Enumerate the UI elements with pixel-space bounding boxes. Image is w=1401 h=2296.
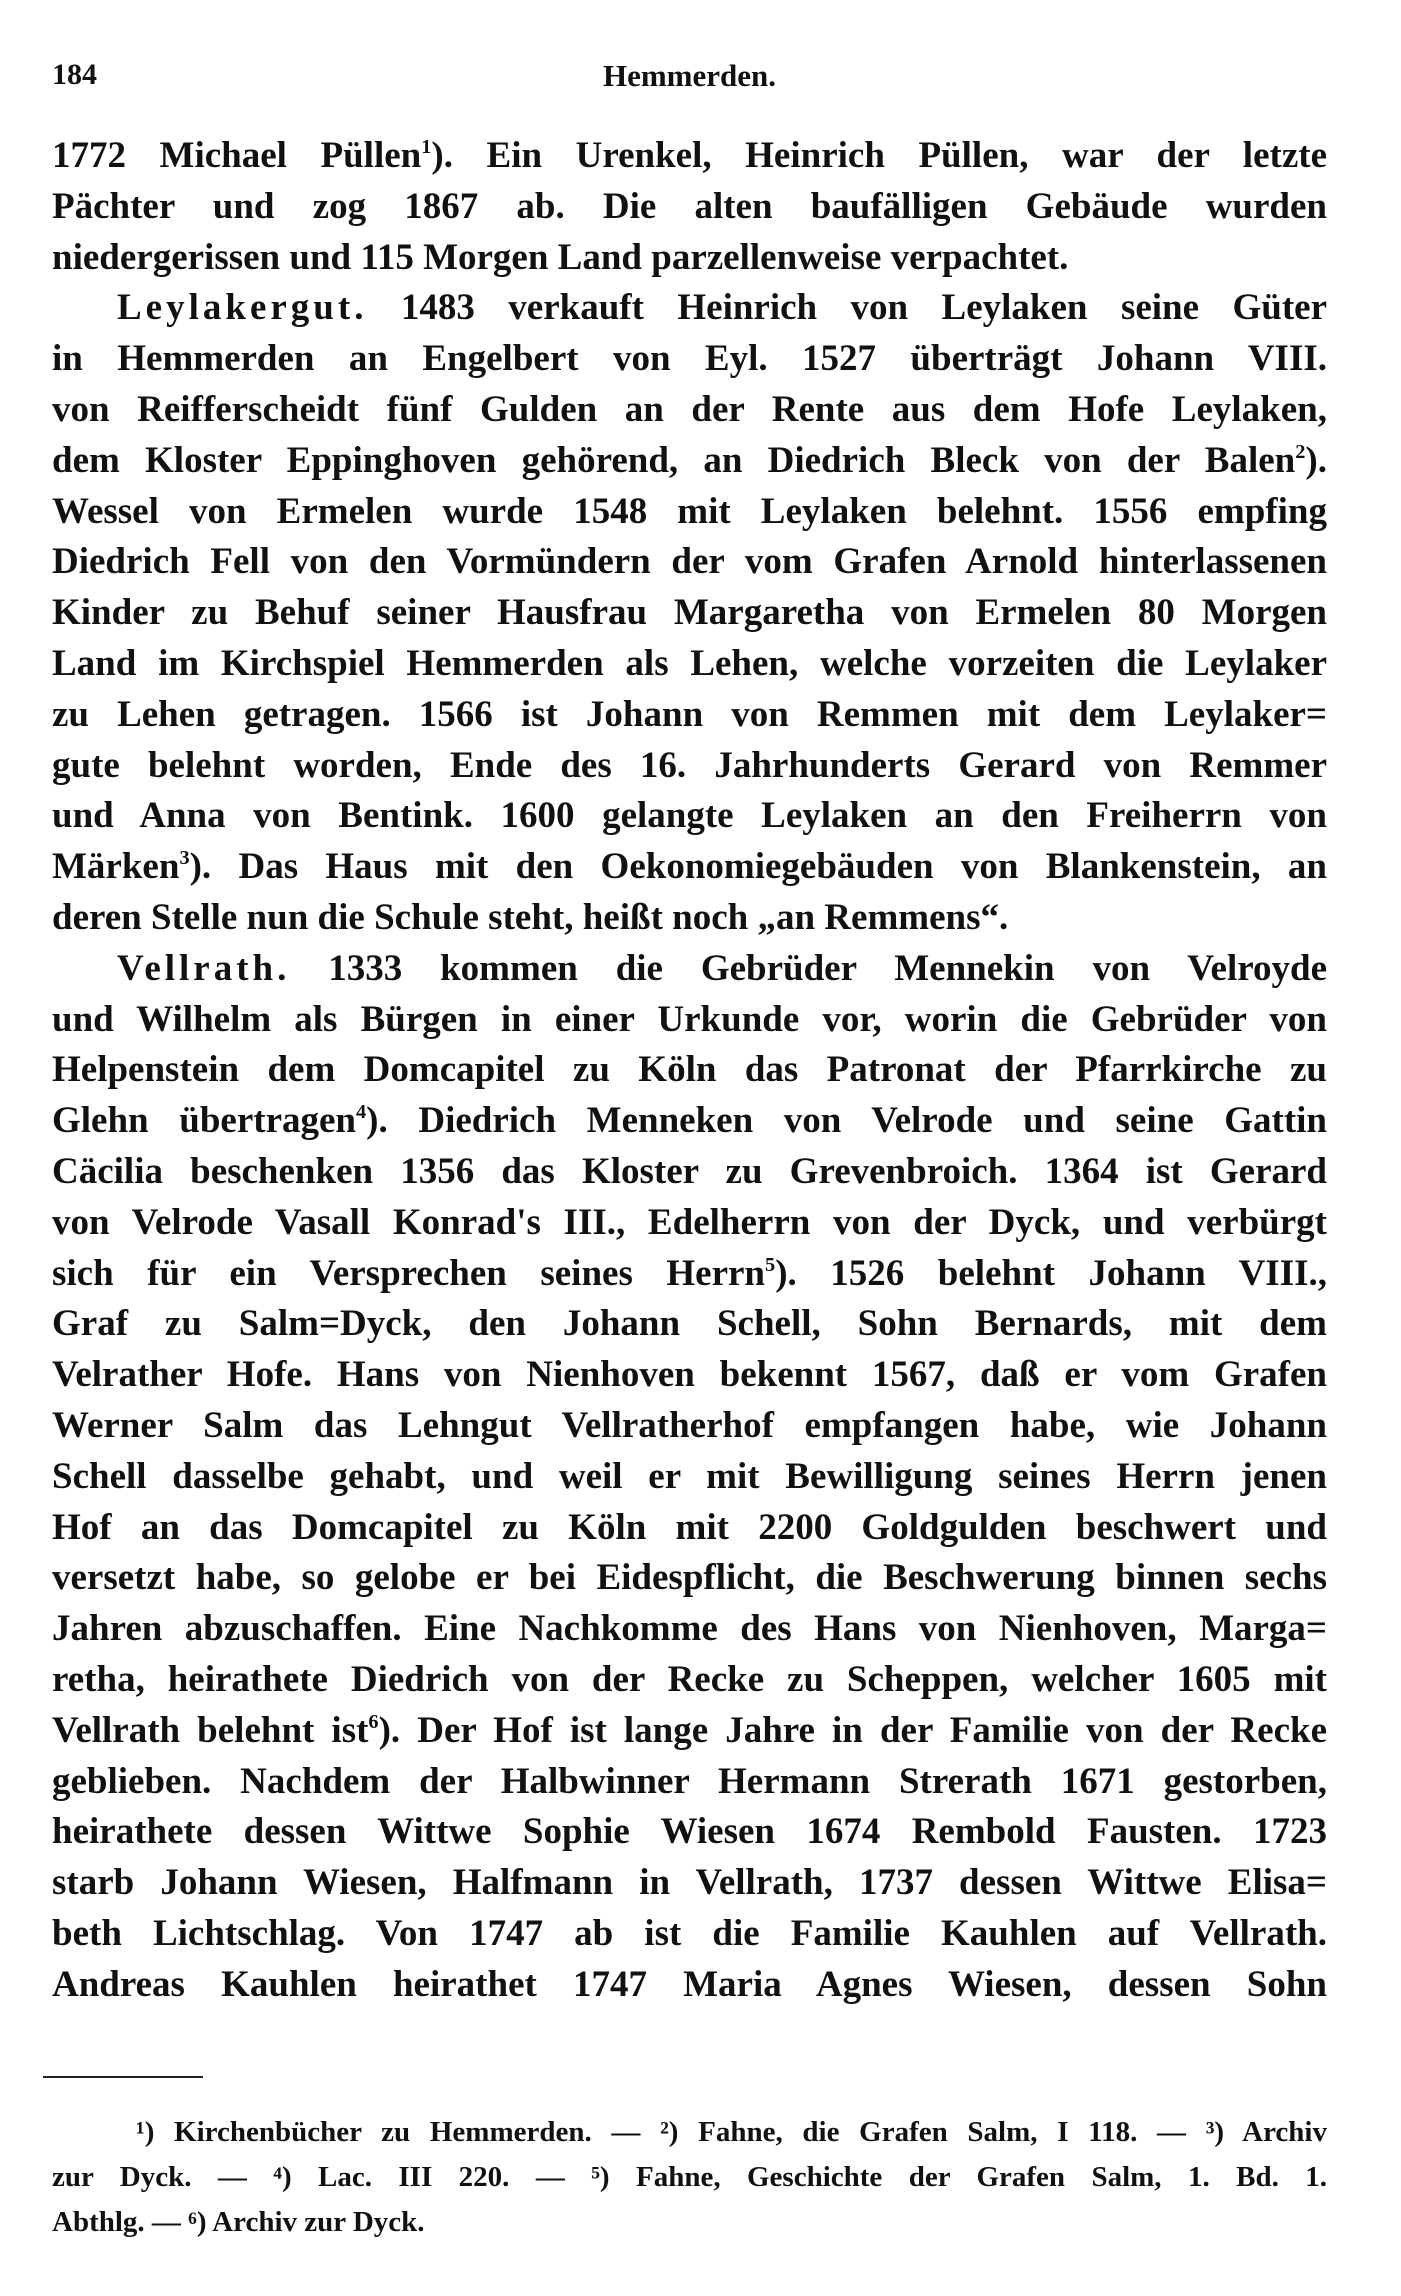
text-line: Schell dasselbe gehabt, und weil er mit Bewilligung seines Herrn jenen: [52, 1455, 1327, 1497]
text-line: niedergerissen und 115 Morgen Land parzellenweise verpachtet.: [52, 236, 1069, 278]
text-line: Wessel von Ermelen wurde 1548 mit Leylaken belehnt. 1556 empfing: [52, 490, 1327, 532]
footnote-ref[interactable]: 5: [765, 1253, 776, 1276]
text-line: und Wilhelm als Bürgen in einer Urkunde vor, worin die Gebrüder von: [52, 998, 1327, 1040]
text-line: Werner Salm das Lehngut Vellratherhof empfangen habe, wie Johann: [52, 1404, 1327, 1446]
text-line: heirathete dessen Wittwe Sophie Wiesen 1674 Rembold Fausten. 1723: [52, 1811, 1327, 1853]
text-line: von Reifferscheidt fünf Gulden an der Rente aus dem Hofe Leylaken,: [52, 388, 1327, 430]
text-line: zu Lehen getragen. 1566 ist Johann von Remmen mit dem Leylaker=: [52, 693, 1327, 735]
text-line: Velrather Hofe. Hans von Nienhoven bekennt 1567, daß er vom Grafen: [52, 1354, 1327, 1396]
footnote-ref[interactable]: 6: [368, 1710, 379, 1733]
text-line: Diedrich Fell von den Vormündern der vom Grafen Arnold hinterlassenen: [52, 541, 1327, 583]
text-line: Märken$^3$). Das Haus mit den Oekonomiegebäuden von Blankenstein, an: [52, 846, 1327, 888]
text-line: Helpenstein dem Domcapitel zu Köln das Patronat der Pfarrkirche zu: [52, 1049, 1327, 1091]
text-line: Vellrath belehnt ist$^6$). Der Hof ist lange Jahre in der Familie von der Recke: [52, 1709, 1327, 1751]
footnote-ref[interactable]: 4: [356, 1100, 367, 1123]
footnote-line: ¹) Kirchenbücher zu Hemmerden. — ²) Fahne, die Grafen Salm, I 118. — ³) Archiv: [136, 2116, 1327, 2148]
section-heading-leylakergut: Leylakergut.: [117, 287, 368, 329]
text-line: Jahren abzuschaffen. Eine Nachkomme des Hans von Nienhoven, Marga=: [52, 1608, 1327, 1650]
text-line: retha, heirathete Diedrich von der Recke zu Scheppen, welcher 1605 mit: [52, 1658, 1327, 1700]
text-line: und Anna von Bentink. 1600 gelangte Leylaken an den Freiherrn von: [52, 795, 1327, 837]
running-head: [52, 58, 1327, 102]
text-line: Land im Kirchspiel Hemmerden als Lehen, welche vorzeiten die Leylaker: [52, 642, 1327, 684]
footnote-ref[interactable]: 3: [179, 846, 190, 869]
text-line: Pächter und zog 1867 ab. Die alten baufälligen Gebäude wurden: [52, 185, 1327, 227]
text-line: in Hemmerden an Engelbert von Eyl. 1527 überträgt Johann VIII.: [52, 338, 1327, 380]
text-line: 1772 Michael Püllen$^1$). Ein Urenkel, Heinrich Püllen, war der letzte: [52, 135, 1327, 176]
footnote-line: Abthlg. — ⁶) Archiv zur Dyck.: [52, 2206, 425, 2238]
section-heading-vellrath: Vellrath.: [117, 947, 291, 989]
text-line: geblieben. Nachdem der Halbwinner Hermann Strerath 1671 gestorben,: [52, 1760, 1327, 1802]
footnote-ref[interactable]: 2: [1295, 440, 1306, 463]
text-line: Graf zu Salm=Dyck, den Johann Schell, Sohn Bernards, mit dem: [52, 1303, 1327, 1345]
body-text: [52, 131, 1327, 2010]
text-line: von Velrode Vasall Konrad's III., Edelherrn von der Dyck, und verbürgt: [52, 1201, 1327, 1243]
paragraph-start-leylakergut: Leylakergut. 1483 verkauft Heinrich von Leylaken seine Güter: [117, 287, 1327, 329]
text-line: Cäcilia beschenken 1356 das Kloster zu Grevenbroich. 1364 ist Gerard: [52, 1150, 1327, 1192]
footnote-separator: [43, 2076, 203, 2078]
text-line: Glehn übertragen$^4$). Diedrich Menneken von Velrode und seine Gattin: [52, 1100, 1327, 1142]
text-line: Kinder zu Behuf seiner Hausfrau Margaretha von Ermelen 80 Morgen: [52, 592, 1327, 634]
page-number: 184: [52, 58, 97, 91]
text-line: deren Stelle nun die Schule steht, heißt noch „an Remmens“.: [52, 896, 1009, 938]
text-line: versetzt habe, so gelobe er bei Eidespflicht, die Beschwerung binnen sechs: [52, 1557, 1327, 1599]
text-line: starb Johann Wiesen, Halfmann in Vellrath, 1737 dessen Wittwe Elisa=: [52, 1862, 1327, 1904]
footnote-ref[interactable]: 1: [421, 135, 432, 158]
text-line: gute belehnt worden, Ende des 16. Jahrhunderts Gerard von Remmer: [52, 744, 1327, 786]
text-line: Hof an das Domcapitel zu Köln mit 2200 Goldgulden beschwert und: [52, 1506, 1327, 1548]
running-title: Hemmerden.: [602, 58, 777, 93]
text-line: sich für ein Versprechen seines Herrn$^5$). 1526 belehnt Johann VIII.,: [52, 1252, 1328, 1294]
text-line: Andreas Kauhlen heirathet 1747 Maria Agnes Wiesen, dessen Sohn: [52, 1963, 1327, 2005]
footnotes: [52, 2110, 1327, 2245]
text-line: beth Lichtschlag. Von 1747 ab ist die Familie Kauhlen auf Vellrath.: [52, 1912, 1327, 1954]
footnote-line: zur Dyck. — ⁴) Lac. III 220. — ⁵) Fahne, Geschichte der Grafen Salm, 1. Bd. 1.: [52, 2161, 1327, 2193]
paragraph-start-vellrath: Vellrath. 1333 kommen die Gebrüder Mennekin von Velroyde: [117, 947, 1327, 989]
text-line: dem Kloster Eppinghoven gehörend, an Diedrich Bleck von der Balen$^2$).: [52, 439, 1327, 481]
